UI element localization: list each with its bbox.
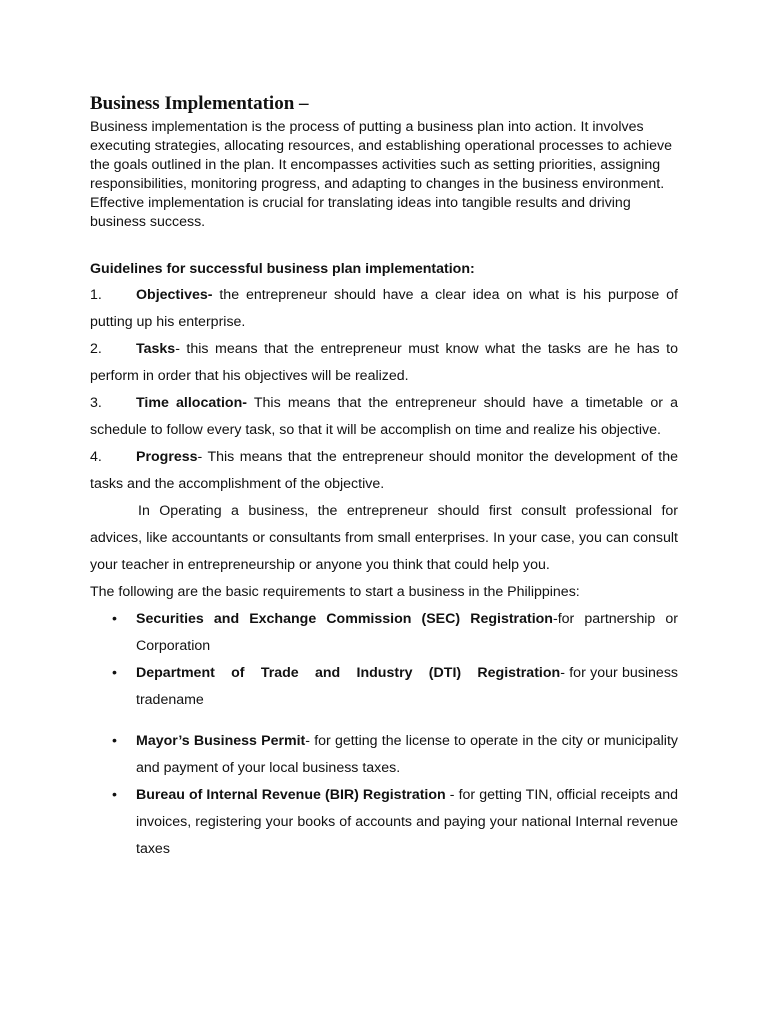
guideline-number: 4. (90, 449, 102, 465)
guideline-item (90, 282, 678, 336)
intro-paragraph: Business implementation is the process of putting a business plan into action. It involves executing strategies, allocating resources, and establishing operational processes to achieve the goals outlined in the plan. It encompasses activities such as setting priorities, assigning responsibilities, monitoring progress, and adapting to changes in the business environment. Effective implementation is crucial for translating ideas into tangible results and driving business success. (90, 119, 673, 230)
requirement-text: - for your business tradename (136, 665, 679, 708)
requirement-text: -for partnership or Corporation (136, 611, 678, 654)
requirement-item (90, 660, 678, 714)
operating-paragraph: In Operating a business, the entrepreneur should first consult professional for advices, like accountants or consultants from small enterprises. In your case, you can consult your teacher in entrepreneurship or anyone you think that could help you. (90, 503, 678, 573)
guideline-number: 2. (90, 341, 102, 357)
requirement-term: Department of Trade and Industry (DTI) Registration (136, 665, 561, 681)
bullet-icon: • (112, 611, 117, 627)
guideline-text: the entrepreneur should have a clear idea on what is his purpose of putting up his enterprise. (90, 287, 678, 330)
guideline-term: Objectives- (136, 287, 213, 303)
bullet-icon: • (112, 787, 117, 803)
requirement-term: Bureau of Internal Revenue (BIR) Registration (136, 787, 446, 803)
document-title: Business Implementation – (90, 93, 309, 114)
guideline-text: This means that the entrepreneur should have a timetable or a schedule to follow every task, so that it will be accomplish on time and realize his objective. (90, 395, 678, 438)
requirement-text: - for getting TIN, official receipts and invoices, registering your books of accounts and paying your national Internal revenue taxes (136, 787, 679, 857)
guideline-item (90, 336, 678, 390)
requirements-list (90, 606, 678, 863)
guideline-term: Progress (136, 449, 198, 465)
guideline-text: - this means that the entrepreneur must know what the tasks are he has to perform in order that his objectives will be realized. (90, 341, 678, 384)
requirement-text: - for getting the license to operate in the city or municipality and payment of your local business taxes. (136, 733, 678, 776)
guideline-item (90, 390, 678, 444)
guideline-number: 3. (90, 395, 102, 411)
guideline-item (90, 444, 678, 498)
requirement-item (90, 728, 678, 782)
requirement-item (90, 782, 678, 863)
requirement-item (90, 606, 678, 660)
guidelines-heading: Guidelines for successful business plan implementation: (90, 261, 475, 277)
requirement-term: Mayor’s Business Permit (136, 733, 306, 749)
guideline-term: Tasks (136, 341, 176, 357)
document-page (90, 90, 678, 863)
requirements-intro: The following are the basic requirements to start a business in the Philippines: (90, 584, 580, 600)
bullet-icon: • (112, 733, 117, 749)
requirement-term: Securities and Exchange Commission (SEC) Registration (136, 611, 553, 627)
guidelines-list (90, 282, 678, 498)
bullet-icon: • (112, 665, 117, 681)
guideline-number: 1. (90, 287, 102, 303)
guideline-term: Time allocation- (136, 395, 247, 411)
guideline-text: - This means that the entrepreneur should monitor the development of the tasks and the accomplishment of the objective. (90, 449, 678, 492)
